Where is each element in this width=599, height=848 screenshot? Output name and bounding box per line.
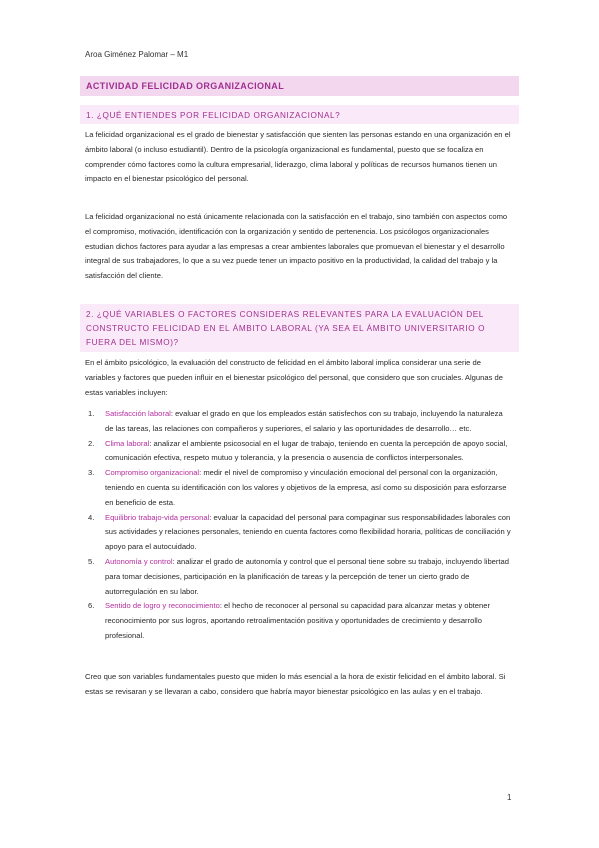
list-term: Sentido de logro y reconocimiento bbox=[105, 601, 220, 611]
list-item bbox=[85, 407, 513, 437]
list-number: 5. bbox=[88, 556, 95, 566]
section-2-heading: 2. ¿QUÉ VARIABLES O FACTORES CONSIDERAS RELEVANTES PARA LA EVALUACIÓN DEL CONSTRUCTO FELICIDAD EN EL ÁMBITO LABORAL (YA SEA EL ÁMBITO UNIVERSITARIO O FUERA DEL MISMO)? bbox=[86, 310, 486, 347]
list-term: Compromiso organizacional bbox=[105, 468, 200, 478]
list-item bbox=[85, 599, 513, 643]
document-title: ACTIVIDAD FELICIDAD ORGANIZACIONAL bbox=[86, 81, 285, 91]
list-text: : medir el nivel de compromiso y vinculación emocional del personal con la organización, teniendo en cuenta su identificación con los valores y objetivos de la empresa, así como su disposición para esforzarse en beneficio de esta. bbox=[105, 468, 507, 507]
list-term: Equilibrio trabajo-vida personal bbox=[105, 512, 210, 522]
list-text: : evaluar la capacidad del personal para compaginar sus responsabilidades laborales con sus actividades y relaciones personales, teniendo en cuenta factores como flexibilidad horaria, políticas de conciliación y apoyo para el autocuidado. bbox=[105, 512, 511, 552]
list-text: : el hecho de reconocer al personal su capacidad para alcanzar metas y obtener reconocimiento por sus logros, aportando retroalimentación positiva y oportunidades de crecimiento y desarrollo profesional. bbox=[105, 601, 490, 640]
list-number: 3. bbox=[88, 468, 95, 478]
list-term: Clima laboral bbox=[105, 438, 150, 448]
factors-list bbox=[85, 407, 513, 644]
list-number: 4. bbox=[88, 512, 95, 522]
section-1-heading-banner bbox=[80, 105, 519, 124]
list-item bbox=[85, 437, 513, 467]
section-1-paragraph: La felicidad organizacional no está únicamente relacionada con la satisfacción en el trabajo, sino también con aspectos como el compromiso, motivación, identificación con la organización y sentido de pertenencia. Los psicólogos organizacionales estudian dichos factores para ayudar a las empresas a crear ambientes laborales que promuevan el bienestar y el desarrollo integral de sus trabajadores, lo que a su vez puede tener un impacto positivo en la productividad, la calidad del trabajo y la satisfacción del cliente. bbox=[85, 212, 508, 281]
list-item bbox=[85, 466, 513, 510]
list-text: : analizar el grado de autonomía y control que el personal tiene sobre su trabajo, incluyendo libertad para tomar decisiones, participación en la planificación de tareas y la percepción de tener un cierto grado de autorregulación en su labor. bbox=[105, 556, 509, 596]
list-number: 2. bbox=[88, 438, 95, 448]
list-number: 6. bbox=[88, 601, 95, 611]
list-item bbox=[85, 555, 513, 599]
page-number: 1 bbox=[507, 793, 512, 802]
list-text: : evaluar el grado en que los empleados están satisfechos con su trabajo, incluyendo la naturaleza de las tareas, las relaciones con compañeros y superiores, el salario y las oportunidades de desarrollo… etc. bbox=[105, 409, 503, 433]
list-text: : analizar el ambiente psicosocial en el lugar de trabajo, teniendo en cuenta la percepción de apoyo social, comunicación efectiva, respeto mutuo y tolerancia, y la presencia o ausencia de conflictos interpersonales. bbox=[105, 438, 508, 463]
section-2-conclusion: Creo que son variables fundamentales puesto que miden lo más esencial a la hora de existir felicidad en el ámbito laboral. Si estas se revisaran y se llevaran a cabo, considero que habría mayor bienestar psicológico en las aulas y en el trabajo. bbox=[85, 672, 506, 696]
section-2-intro: En el ámbito psicológico, la evaluación del constructo de felicidad en el ámbito laboral implica considerar una serie de variables y factores que pueden influir en el bienestar psicológico del personal, que considero que son cruciales. Algunas de estas variables incluyen: bbox=[85, 358, 503, 397]
list-number: 1. bbox=[88, 409, 95, 418]
section-1-heading: 1. ¿QUÉ ENTIENDES POR FELICIDAD ORGANIZACIONAL? bbox=[86, 111, 341, 120]
section-2-heading-banner bbox=[80, 304, 519, 352]
list-term: Autonomía y control bbox=[105, 556, 173, 566]
section-1-paragraph: La felicidad organizacional es el grado de bienestar y satisfacción que sienten las personas estando en una organización en el ámbito laboral (o incluso estudiantil). Dentro de la psicología organizacional es fundamental, puesto que se focaliza en comprender cómo factores como la cultura empresarial, liderazgo, clima laboral y políticas de recursos humanos tienen un impacto en el bienestar psicológico del personal. bbox=[85, 130, 511, 184]
list-term: Satisfacción laboral bbox=[105, 409, 171, 418]
list-item bbox=[85, 511, 513, 555]
page-header-author: Aroa Giménez Palomar – M1 bbox=[85, 50, 189, 59]
title-banner bbox=[80, 76, 519, 96]
